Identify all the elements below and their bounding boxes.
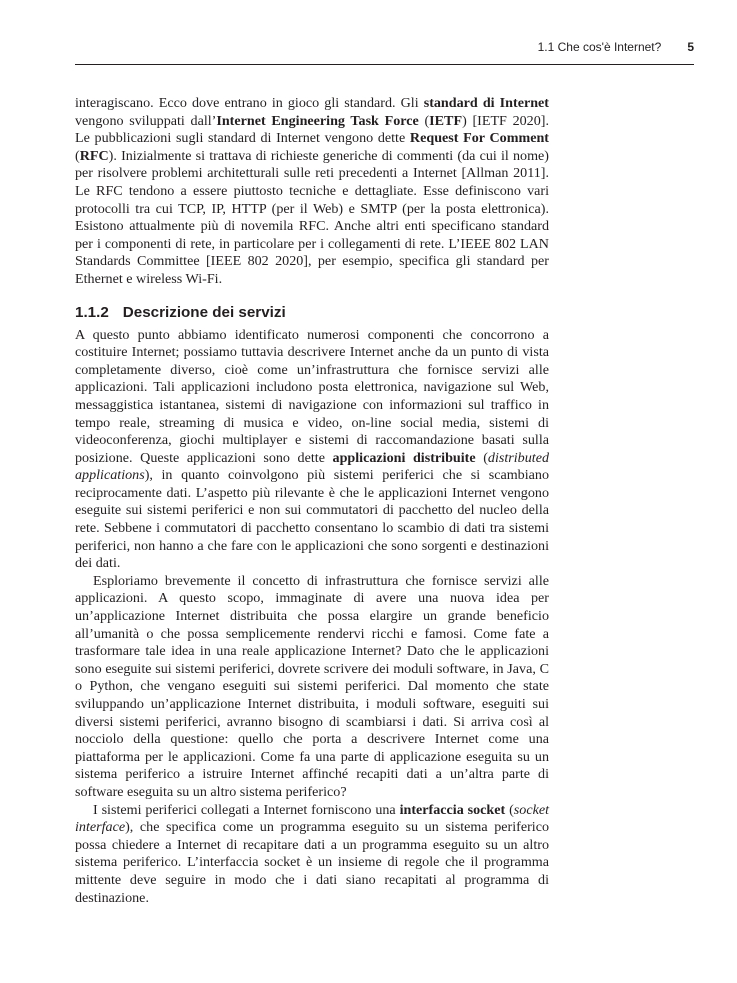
text-run: ( xyxy=(75,147,80,164)
text-run: interagiscano. Ecco dove entrano in gioco gli standard. Gli xyxy=(75,95,424,111)
term-rfc: RFC xyxy=(79,147,109,164)
term-internet-standards: standard di Internet xyxy=(423,95,549,111)
paragraph-infrastructure: Esploriamo brevemente il concetto di infrastruttura che fornisce servizi alle applicazioni. A questo scopo, immaginate di avere una nuova idea per un’applicazione Internet distribuita che possa elargire un grande beneficio all’umanità o che possa semplicemente rendervi ricchi e famosi. Come fate a trasformare tale idea in una reale applicazione Internet? Dato che le applicazioni sono eseguite sui sistemi periferici, dovrete scrivere dei moduli software, in Java, C o Python, che vengano eseguiti sui sistemi periferici. Dal momento che state sviluppando un’applicazione Internet distribuita, i moduli software, eseguiti sui diversi sistemi periferici, avranno bisogno di scambiarsi i dati. Si arriva così al nocciolo della questione: quello che porta a descrivere Internet come una piattaforma per le applicazioni. Come fa una parte di applicazione eseguita su un sistema periferico a istruire Internet affinché recapiti dati a un’altra parte di software eseguita su un altro sistema periferico? xyxy=(75,572,549,800)
section-title: Descrizione dei servizi xyxy=(122,303,286,321)
text-run: vengono sviluppati dall’ xyxy=(75,112,217,129)
text-run: I sistemi periferici collegati a Internet forniscono una xyxy=(93,801,400,818)
text-run: ), che specifica come un programma eseguito su un sistema periferico possa chiedere a Internet di recapitare dati a un programma eseguito su un altro sistema periferico. L’interfaccia socket è un insieme di regole che il programma mittente deve seguire in modo che i dati siano recapitati al programma di destinazione. xyxy=(75,819,549,906)
term-distributed-applications: applicazioni distribuite xyxy=(332,449,476,466)
term-ietf: IETF xyxy=(429,112,463,129)
running-header xyxy=(75,40,694,65)
running-header-section: 1.1 Che cos'è Internet? xyxy=(537,40,662,54)
section-number: 1.1.2 xyxy=(75,303,109,321)
term-socket-interface-en: socket interface xyxy=(75,801,549,836)
term-socket-interface: interfaccia socket xyxy=(399,801,506,818)
page-number: 5 xyxy=(687,40,694,54)
term-ietf-full: Internet Engineering Task Force xyxy=(216,112,419,129)
section-heading xyxy=(75,304,549,322)
term-distributed-applications-en: distributed applications xyxy=(75,449,549,484)
text-run: ( xyxy=(475,449,488,466)
paragraph-socket xyxy=(75,802,549,908)
paragraph-standards xyxy=(75,95,549,289)
text-run: ( xyxy=(418,112,430,129)
term-request-for-comment: Request For Comment xyxy=(409,130,549,147)
text-run: ( xyxy=(505,801,514,818)
paragraph-services xyxy=(75,327,549,573)
text-run: ), in quanto coinvolgono più sistemi periferici che si scambiano reciprocamente dati. L’aspetto più rilevante è che le applicazioni Internet vengono eseguite sui sistemi periferici e non sui commutatori di pacchetto del nucleo della rete. Sebbene i commutatori di pacchetto consentano lo scambio di dati tra sistemi periferici, non hanno a che fare con le applicazioni che sono sorgenti e destinazioni dei dati. xyxy=(75,467,549,572)
page-body xyxy=(75,95,549,907)
text-run: ). Inizialmente si trattava di richieste generiche di commenti (da cui il nome) per risolvere problemi architetturali sulle reti precedenti a Internet [Allman 2011]. Le RFC tendono a essere piuttosto tecniche e dettagliate. Esse definiscono vari protocolli tra cui TCP, IP, HTTP (per il Web) e SMTP (per la posta elettronica). Esistono attualmente più di novemila RFC. Anche altri enti specificano standard per i componenti di rete, in particolare per i collegamenti di rete. L’IEEE 802 LAN Standards Committee [IEEE 802 2020], per esempio, specifica gli standard per Ethernet e wireless Wi-Fi. xyxy=(75,147,549,287)
text-run: ) [IETF 2020]. Le pubblicazioni sugli standard di Internet vengono dette xyxy=(75,112,549,147)
text-run: A questo punto abbiamo identificato numerosi componenti che concorrono a costituire Internet; possiamo tuttavia descrivere Internet anche da un punto di vista completamente diverso, cioè come un’infrastruttura che fornisce servizi alle applicazioni. Tali applicazioni includono posta elettronica, navigazione sul Web, messaggistica istantanea, sistemi di navigazione con informazioni sul traffico in tempo reale, streaming di musica e video, on-line social media, sistemi di videoconferenza, giochi multiplayer e sistemi di raccomandazione basati sulla posizione. Queste applicazioni sono dette xyxy=(75,326,549,466)
